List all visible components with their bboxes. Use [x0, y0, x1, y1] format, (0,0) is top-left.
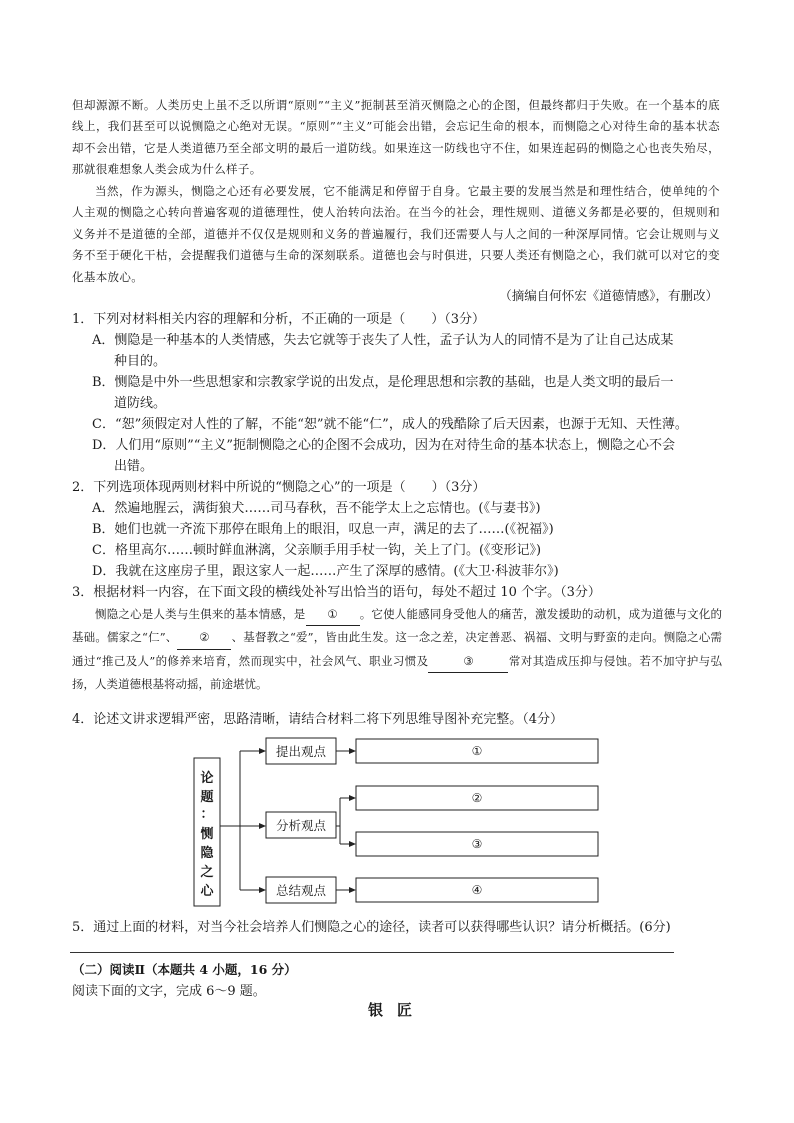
q3-stem: 3．根据材料一内容，在下面文段的横线处补写出恰当的语句，每处不超过 10 个字。（3分）: [72, 585, 601, 600]
q1-option-a-line1: A．恻隐是一种基本的人类情感，失去它就等于丧失了人性，孟子认为人的同情不是为了让自己达成某: [92, 333, 674, 348]
mind-map-slot-4: ④: [471, 883, 483, 897]
q3-text-4: 常对其造成压抑与侵蚀。若不加守护与弘扬，人类道德根基将动摇，前途堪忧。: [72, 653, 722, 692]
q1-option-a-line2: 种目的。: [114, 354, 167, 369]
q1-option-d-line1: D．人们用“原则”“主义”扼制恻隐之心的企图不会成功，因为在对待生命的基本状态上，恻隐之心不会: [92, 438, 676, 453]
mind-map-topic-char: 恻: [200, 827, 214, 842]
mind-map-slot-3: ③: [471, 837, 483, 851]
q1-stem: 1．下列对材料相关内容的理解和分析，不正确的一项是（ ）（3分）: [72, 312, 486, 327]
arrow-head-icon: [349, 795, 356, 801]
q2-option-c: C．格里高尔……顿时鲜血淋漓，父亲顺手用手杖一钩，关上了门。(《变形记》): [92, 543, 542, 558]
arrow-head-icon: [259, 823, 266, 829]
mind-map-topic-char: 题: [200, 790, 214, 805]
mind-map-topic-char: ：: [200, 807, 214, 822]
mind-map-node-1: 提出观点: [275, 744, 327, 759]
q3-blank-1[interactable]: ①: [306, 603, 360, 626]
q3-text-3: 、基督教之“爱”，皆由此生发。这一念之差，决定善恶、祸福、文明与野蛮的走向。恻隐之心需通过“推己及人”的修养来培育，然而现实中，社会风气、职业习惯及: [72, 630, 722, 668]
arrow-head-icon: [349, 748, 356, 754]
q2-stem: 2．下列选项体现两则材料中所说的“恻隐之心”的一项是（ ）（3分）: [72, 480, 486, 495]
arrow-head-icon: [349, 887, 356, 893]
q2-option-a: A．然遍地腥云，满街狼犬……司马春秋，吾不能学太上之忘情也。(《与妻书》): [92, 501, 541, 516]
mind-map-node-3: 总结观点: [275, 883, 327, 898]
mind-map-node-2: 分析观点: [275, 818, 327, 833]
passage-paragraph-1: 但却源源不断。人类历史上虽不乏以所谓“原则”“主义”扼制甚至消灭恻隐之心的企图，但最终都归于失败。在一个基本的底线上，我们甚至可以说恻隐之心绝对无误。“原则”“主义”可能会出错，会忘记生命的根本，而恻隐之心对待生命的基本状态却不会出错，它是人类道德乃至全部文明的最后一道防线。如果连这一防线也守不住，如果连起码的恻隐之心也丧失殆尽，那就很难想象人类会成为什么样子。: [72, 98, 720, 177]
section2-heading: （二）阅读Ⅱ（本题共 4 小题，16 分）: [72, 962, 297, 977]
mind-map-topic-char: 之: [200, 865, 214, 880]
section2-instruction: 阅读下面的文字，完成 6～9 题。: [72, 984, 266, 999]
q3-blank-3[interactable]: ③: [428, 650, 508, 673]
q3-text-1: 恻隐之心是人类与生俱来的基本情感，是: [95, 607, 306, 621]
mind-map-topic-char: 论: [200, 771, 214, 786]
mind-map-topic-char: 隐: [200, 846, 214, 861]
q3-blank-2[interactable]: ②: [177, 626, 231, 649]
q2-option-b: B．她们也就一齐流下那停在眼角上的眼泪，叹息一声，满足的去了……(《祝福》): [92, 522, 554, 537]
mind-map-slot-2: ②: [471, 791, 483, 805]
mind-map-slot-1: ①: [471, 744, 483, 758]
passage-paragraph-2: 当然，作为源头，恻隐之心还有必要发展，它不能满足和停留于自身。它最主要的发展当然是和理性结合，使单纯的个人主观的恻隐之心转向普遍客观的道德理性，使人治转向法治。在当今的社会，理性规则、道德义务都是必要的，但规则和义务并不是道德的全部，道德并不仅仅是规则和义务的普遍履行，我们还需要人与人之间的一种深厚同情。它会让规则与义务不至于硬化干枯，会提醒我们道德与生命的深刻联系。道德也会与时俱进，只要人类还有恻隐之心，我们就可以对它的变化基本放心。: [72, 184, 720, 284]
q3-text-2: 。它使人能感同身受他人的痛苦，激发援助的动机，成为道德与文化的基础。儒家之“仁”、: [72, 607, 723, 645]
arrow-head-icon: [259, 887, 266, 893]
section-divider: [70, 952, 674, 953]
passage-source: （摘编自何怀宏《道德情感》，有删改）: [499, 288, 718, 303]
arrow-head-icon: [349, 841, 356, 847]
q5-stem: 5．通过上面的材料，对当今社会培养人们恻隐之心的途径，读者可以获得哪些认识？请分析概括。(6分): [72, 920, 671, 935]
mind-map-topic-char: 心: [200, 884, 214, 899]
arrow-head-icon: [259, 748, 266, 754]
q1-option-c: C．“恕”须假定对人性的了解，不能“恕”就不能“仁”，成人的残酷除了后天因素，也源于无知、天性薄。: [92, 417, 688, 432]
story-title: 银匠: [367, 1001, 426, 1019]
q2-option-d: D．我就在这座房子里，跟这家人一起……产生了深厚的感情。(《大卫·科波菲尔》): [92, 564, 559, 579]
q1-option-b-line1: B．恻隐是中外一些思想家和宗教家学说的出发点，是伦理思想和宗教的基础，也是人类文明的最后一: [92, 375, 674, 390]
q1-option-d-line2: 出错。: [114, 459, 154, 474]
q4-stem: 4．论述文讲求逻辑严密，思路清晰，请结合材料二将下列思维导图补充完整。（4分）: [72, 712, 564, 727]
q1-option-b-line2: 道防线。: [114, 396, 167, 411]
